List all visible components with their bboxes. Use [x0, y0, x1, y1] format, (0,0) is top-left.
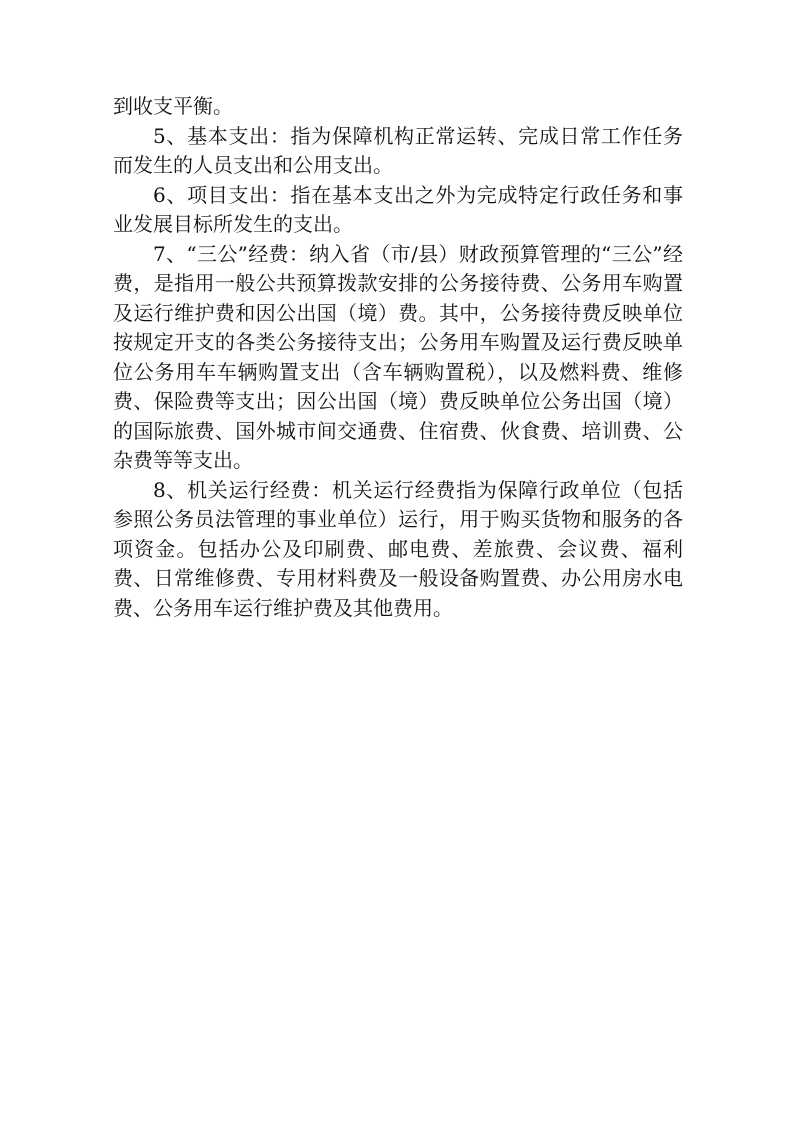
document-body [113, 92, 683, 623]
paragraph-operating-expenses: 8、机关运行经费：机关运行经费指为保障行政单位（包括参照公务员法管理的事业单位）运行，用于购买货物和服务的各项资金。包括办公及印刷费、邮电费、差旅费、会议费、福利费、日常维修费、专用材料费及一般设备购置费、办公用房水电费、公务用车运行维护费及其他费用。 [113, 477, 683, 620]
paragraph-continuation: 到收支平衡。 [113, 94, 233, 118]
paragraph-project-expenditure: 6、项目支出：指在基本支出之外为完成特定行政任务和事业发展目标所发生的支出。 [113, 182, 683, 236]
paragraph-three-public-expenses: 7、“三公”经费：纳入省（市/县）财政预算管理的“三公”经费，是指用一般公共预算拨款安排的公务接待费、公务用车购置及运行维护费和因公出国（境）费。其中，公务接待费反映单位按规定开支的各类公务接待支出；公务用车购置及运行费反映单位公务用车车辆购置支出（含车辆购置税），以及燃料费、维修费、保险费等支出；因公出国（境）费反映单位公务出国（境）的国际旅费、国外城市间交通费、住宿费、伙食费、培训费、公杂费等等支出。 [113, 241, 683, 472]
paragraph-basic-expenditure: 5、基本支出：指为保障机构正常运转、完成日常工作任务而发生的人员支出和公用支出。 [113, 123, 683, 177]
